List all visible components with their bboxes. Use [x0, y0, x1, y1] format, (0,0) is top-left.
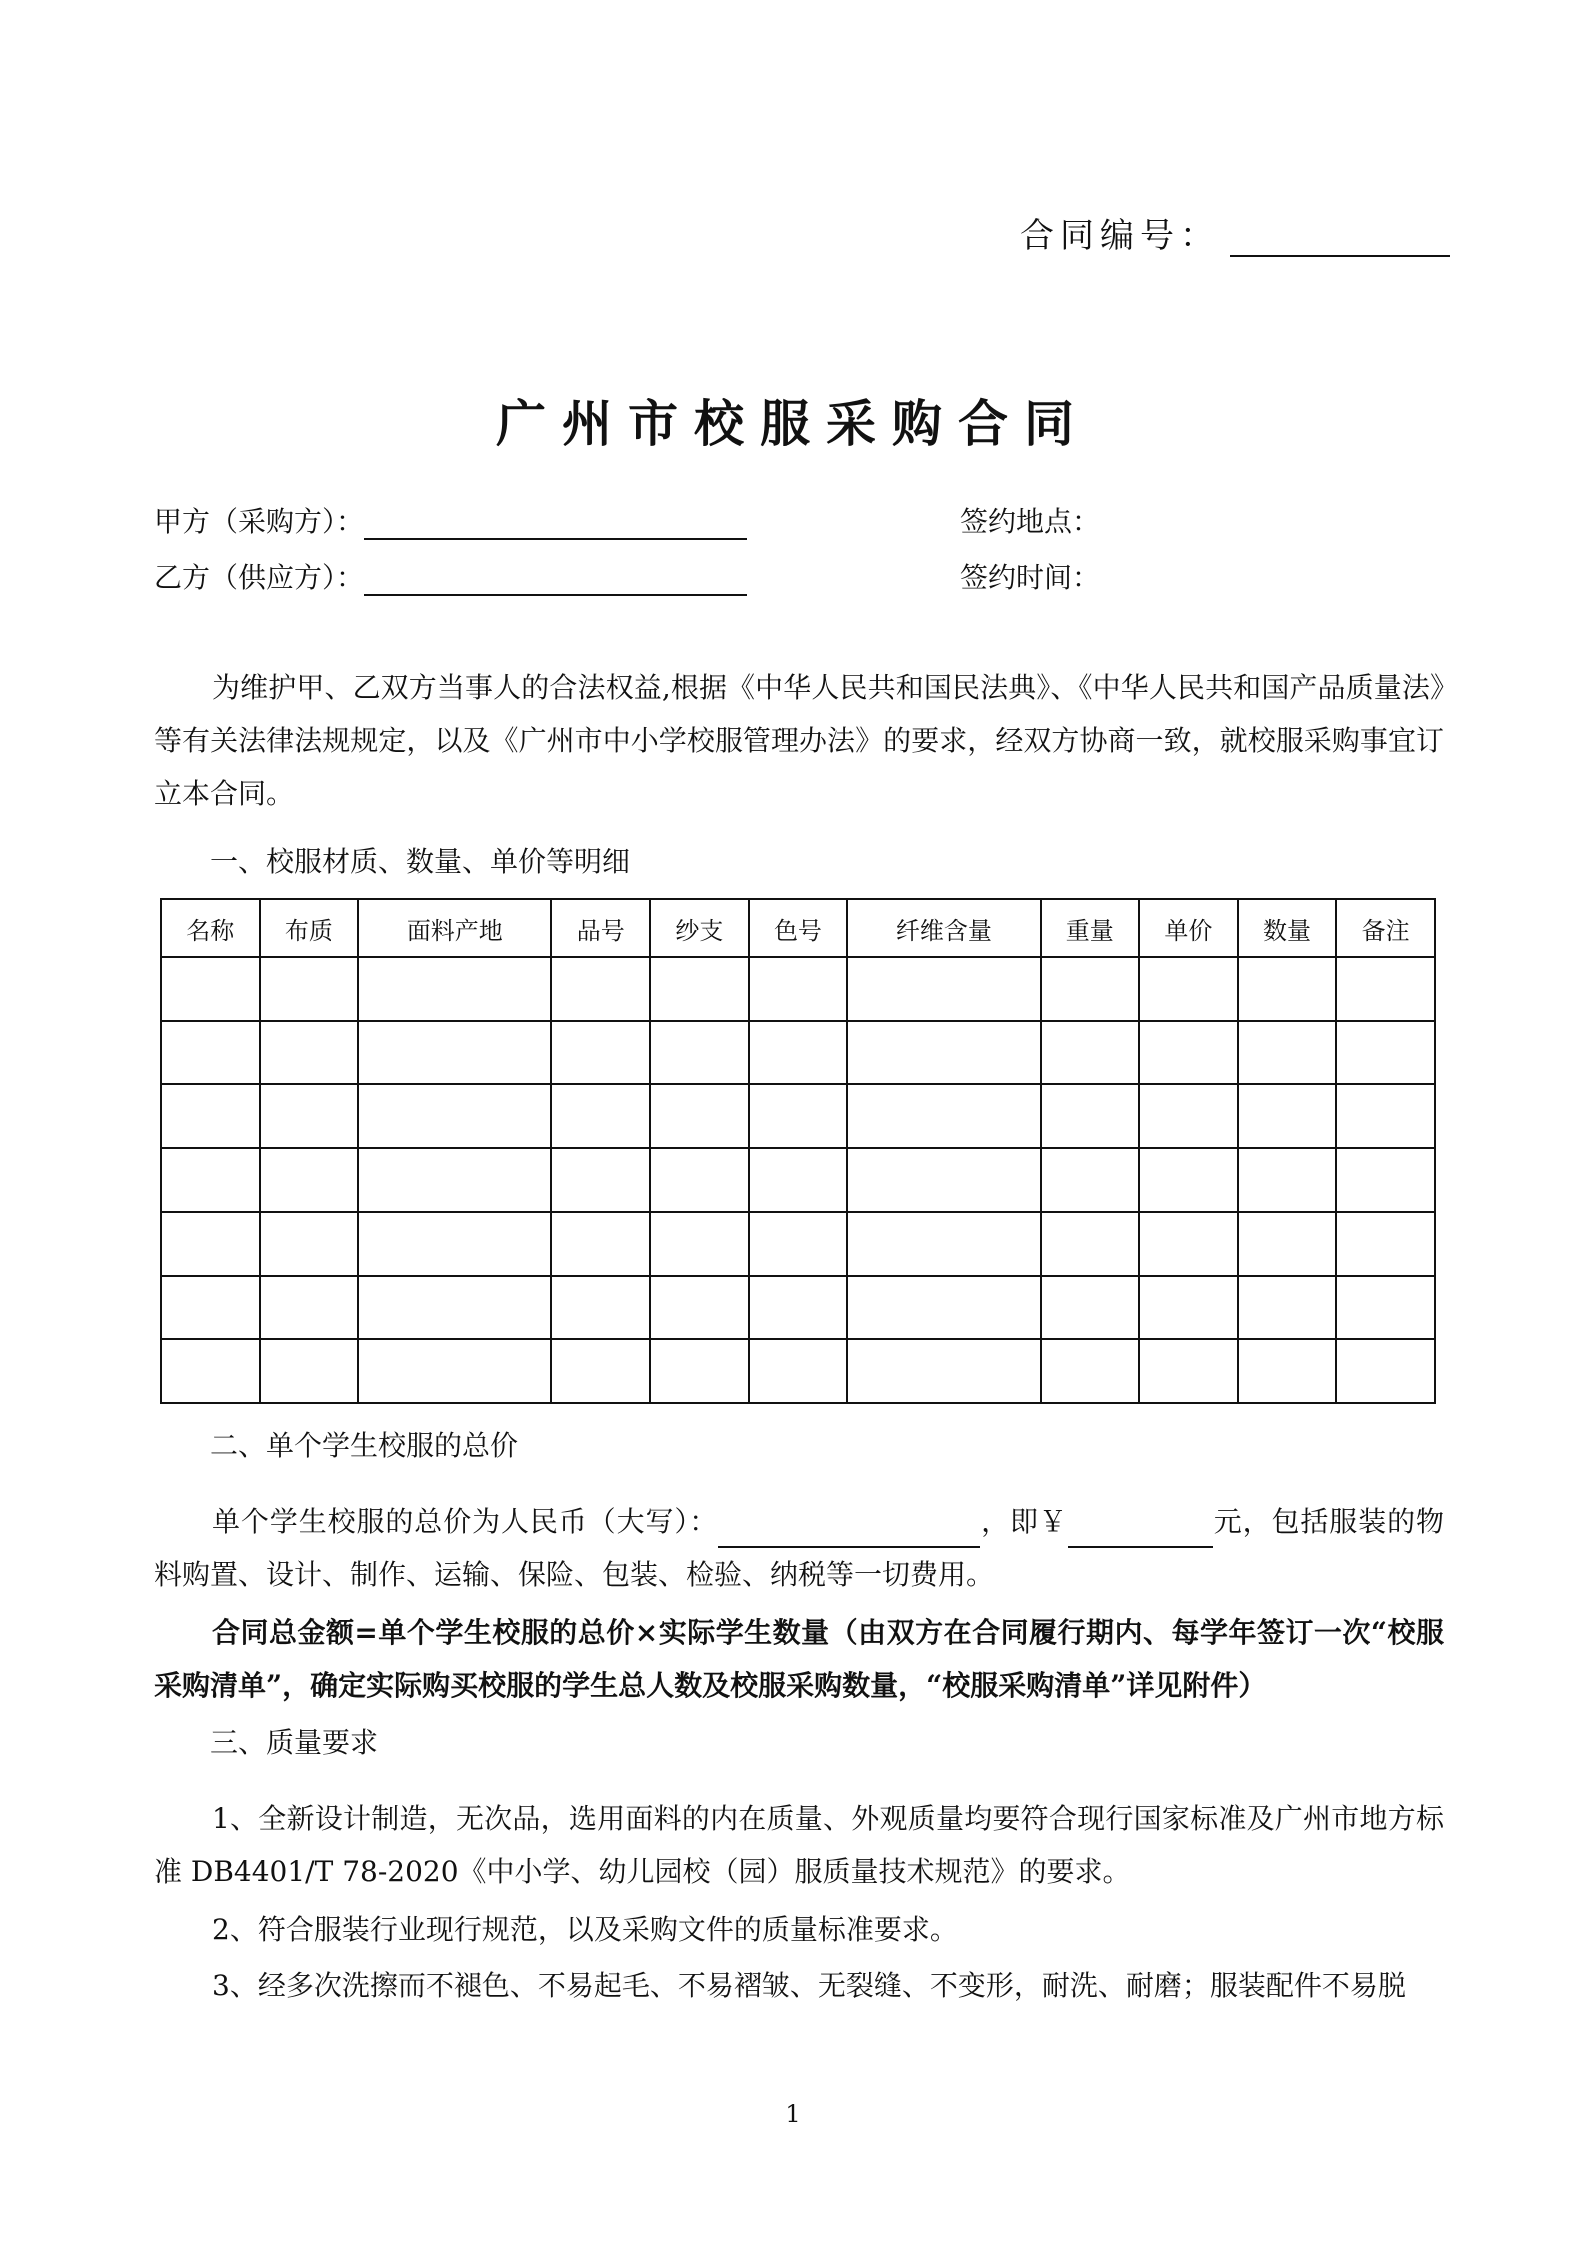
table-cell[interactable]	[551, 957, 650, 1021]
table-cell[interactable]	[161, 1212, 260, 1276]
column-header: 单价	[1139, 899, 1238, 957]
table-cell[interactable]	[1238, 1148, 1337, 1212]
table-cell[interactable]	[847, 1148, 1040, 1212]
table-cell[interactable]	[1139, 1148, 1238, 1212]
table-cell[interactable]	[1336, 1084, 1435, 1148]
total-formula-text: 合同总金额=单个学生校服的总价×实际学生数量（由双方在合同履行期内、每学年签订一次“校服采购清单”，确定实际购买校服的学生总人数及校服采购数量，“校服采购清单”详见附件）	[154, 1616, 1444, 1702]
sign-time-label: 签约时间：	[960, 561, 1101, 594]
table-cell[interactable]	[260, 1084, 359, 1148]
intro-paragraph: 为维护甲、乙双方当事人的合法权益,根据《中华人民共和国民法典》、《中华人民共和国产品质量法》等有关法律法规规定，以及《广州市中小学校服管理办法》的要求，经双方协商一致，就校服采购事宜订立本合同。	[154, 671, 1444, 810]
party-b-label: 乙方（供应方）：	[154, 561, 365, 594]
table-cell[interactable]	[358, 1021, 551, 1085]
column-header: 纤维含量	[847, 899, 1040, 957]
column-header: 纱支	[650, 899, 749, 957]
table-cell[interactable]	[650, 1021, 749, 1085]
party-a-field[interactable]	[364, 508, 747, 540]
contract-number-field[interactable]	[1230, 219, 1450, 257]
column-header: 重量	[1041, 899, 1140, 957]
table-cell[interactable]	[551, 1084, 650, 1148]
table-cell[interactable]	[260, 1276, 359, 1340]
price-paragraph	[154, 1495, 1444, 1601]
table-cell[interactable]	[1139, 1276, 1238, 1340]
table-cell[interactable]	[551, 1148, 650, 1212]
table-cell[interactable]	[358, 1212, 551, 1276]
table-cell[interactable]	[260, 1339, 359, 1403]
table-cell[interactable]	[847, 1339, 1040, 1403]
table-cell[interactable]	[1041, 1084, 1140, 1148]
column-header: 色号	[749, 899, 848, 957]
table-cell[interactable]	[749, 1148, 848, 1212]
table-cell[interactable]	[749, 1212, 848, 1276]
table-row	[161, 1148, 1435, 1212]
table-cell[interactable]	[161, 1276, 260, 1340]
price-uppercase-field[interactable]	[718, 1518, 980, 1548]
party-a	[154, 500, 747, 540]
table-row	[161, 1021, 1435, 1085]
party-a-label: 甲方（采购方）：	[154, 505, 365, 538]
total-formula	[154, 1606, 1444, 1712]
quality-item-1: 1、全新设计制造，无次品，选用面料的内在质量、外观质量均要符合现行国家标准及广州市地方标准 DB4401/T 78-2020《中小学、幼儿园校（园）服质量技术规范》的要求。	[154, 1802, 1444, 1888]
spec-table-body	[161, 957, 1435, 1403]
table-cell[interactable]	[358, 1148, 551, 1212]
price-amount-field[interactable]	[1068, 1518, 1213, 1548]
table-cell[interactable]	[161, 1084, 260, 1148]
column-header: 面料产地	[358, 899, 551, 957]
table-cell[interactable]	[260, 957, 359, 1021]
price-suffix: 元，包括服装的物料购置、设计、制作、运输、保险、包装、检验、纳税等一切费用。	[154, 1505, 1444, 1591]
table-row	[161, 1212, 1435, 1276]
table-row	[161, 1339, 1435, 1403]
table-cell[interactable]	[749, 1084, 848, 1148]
table-cell[interactable]	[161, 1339, 260, 1403]
price-middle: ，即￥	[980, 1505, 1068, 1538]
table-cell[interactable]	[1041, 1212, 1140, 1276]
quality-item-2: 2、符合服装行业现行规范，以及采购文件的质量标准要求。	[212, 1913, 958, 1946]
table-cell[interactable]	[847, 1212, 1040, 1276]
table-cell[interactable]	[1139, 1084, 1238, 1148]
table-cell[interactable]	[1238, 1084, 1337, 1148]
table-cell[interactable]	[1139, 1212, 1238, 1276]
page-number: 1	[785, 2100, 801, 2128]
table-cell[interactable]	[260, 1021, 359, 1085]
table-cell[interactable]	[1041, 1021, 1140, 1085]
table-cell[interactable]	[1139, 1021, 1238, 1085]
table-cell[interactable]	[1336, 1021, 1435, 1085]
table-cell[interactable]	[847, 1276, 1040, 1340]
table-cell[interactable]	[358, 957, 551, 1021]
table-cell[interactable]	[1041, 1339, 1140, 1403]
table-cell[interactable]	[551, 1276, 650, 1340]
table-cell[interactable]	[1238, 1021, 1337, 1085]
section-3-heading: 三、质量要求	[210, 1726, 379, 1759]
quality-item-3: 3、经多次洗擦而不褪色、不易起毛、不易褶皱、无裂缝、不变形，耐洗、耐磨；服装配件不易脱	[212, 1969, 1406, 2002]
table-cell[interactable]	[650, 957, 749, 1021]
column-header: 品号	[551, 899, 650, 957]
table-header-row	[161, 899, 1435, 957]
table-cell[interactable]	[749, 1021, 848, 1085]
table-cell[interactable]	[650, 1212, 749, 1276]
table-row	[161, 957, 1435, 1021]
party-b-field[interactable]	[364, 564, 747, 596]
table-cell[interactable]	[749, 957, 848, 1021]
table-cell[interactable]	[358, 1084, 551, 1148]
table-cell[interactable]	[1336, 1276, 1435, 1340]
section-2-heading: 二、单个学生校服的总价	[210, 1429, 519, 1462]
table-cell[interactable]	[749, 1276, 848, 1340]
table-cell[interactable]	[260, 1148, 359, 1212]
table-cell[interactable]	[1041, 1276, 1140, 1340]
table-cell[interactable]	[1238, 957, 1337, 1021]
column-header: 备注	[1336, 899, 1435, 957]
table-cell[interactable]	[650, 1148, 749, 1212]
table-cell[interactable]	[1041, 1148, 1140, 1212]
column-header: 数量	[1238, 899, 1337, 957]
table-row	[161, 1084, 1435, 1148]
table-cell[interactable]	[1336, 1339, 1435, 1403]
table-cell[interactable]	[551, 1339, 650, 1403]
table-cell[interactable]	[1238, 1339, 1337, 1403]
price-prefix: 单个学生校服的总价为人民币（大写）：	[212, 1505, 719, 1538]
table-cell[interactable]	[1336, 957, 1435, 1021]
table-cell[interactable]	[1041, 957, 1140, 1021]
table-cell[interactable]	[847, 1021, 1040, 1085]
table-cell[interactable]	[650, 1276, 749, 1340]
table-cell[interactable]	[161, 1148, 260, 1212]
table-cell[interactable]	[749, 1339, 848, 1403]
table-cell[interactable]	[1238, 1212, 1337, 1276]
column-header: 布质	[260, 899, 359, 957]
table-cell[interactable]	[650, 1339, 749, 1403]
table-cell[interactable]	[551, 1021, 650, 1085]
table-cell[interactable]	[551, 1212, 650, 1276]
sign-place-label: 签约地点：	[960, 505, 1101, 538]
contract-number	[1020, 208, 1450, 257]
table-cell[interactable]	[358, 1339, 551, 1403]
table-cell[interactable]	[847, 1084, 1040, 1148]
table-cell[interactable]	[1336, 1148, 1435, 1212]
table-cell[interactable]	[1238, 1276, 1337, 1340]
table-cell[interactable]	[161, 957, 260, 1021]
spec-table	[160, 898, 1436, 1404]
document-title: 广州市校服采购合同	[496, 394, 1090, 453]
table-cell[interactable]	[847, 957, 1040, 1021]
table-cell[interactable]	[1139, 1339, 1238, 1403]
table-cell[interactable]	[260, 1212, 359, 1276]
section-1-heading: 一、校服材质、数量、单价等明细	[210, 845, 631, 878]
party-b	[154, 556, 747, 596]
table-cell[interactable]	[650, 1084, 749, 1148]
table-row	[161, 1276, 1435, 1340]
table-cell[interactable]	[1336, 1212, 1435, 1276]
table-cell[interactable]	[1139, 957, 1238, 1021]
column-header: 名称	[161, 899, 260, 957]
table-cell[interactable]	[161, 1021, 260, 1085]
table-cell[interactable]	[358, 1276, 551, 1340]
contract-number-label: 合同编号：	[1020, 216, 1220, 256]
